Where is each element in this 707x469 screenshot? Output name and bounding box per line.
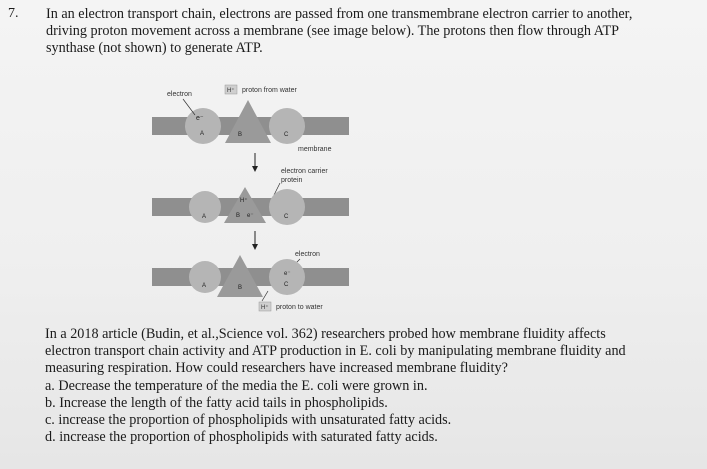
choice-d: d. increase the proportion of phospholipids with saturated fatty acids.: [45, 429, 438, 446]
intro-line: synthase (not shown) to generate ATP.: [46, 40, 263, 56]
choice-c: c. increase the proportion of phospholipids with unsaturated fatty acids.: [45, 412, 452, 429]
electron-label-top: electron: [167, 91, 192, 98]
question-number: 7.: [8, 6, 19, 21]
electron-transport-diagram: [150, 75, 410, 315]
membrane-label: membrane: [298, 146, 332, 153]
carrier-c-circle: [269, 259, 305, 295]
carrier-c-label: C: [284, 214, 289, 220]
body-line: electron transport chain activity and ATP production in E. coli by manipulating membrane fluidity and: [45, 343, 626, 360]
step-arrowhead: [252, 166, 258, 172]
body-line: measuring respiration. How could researchers have increased membrane fluidity?: [45, 360, 508, 377]
intro-line: In an electron transport chain, electrons are passed from one transmembrane electron carrier to another,: [46, 6, 633, 22]
carrier-b-label: B: [238, 285, 243, 291]
carrier-b-label: B: [236, 213, 241, 219]
electron-label-bottom: electron: [295, 251, 320, 258]
stage-2: [152, 187, 349, 225]
protein-label: protein: [281, 177, 303, 184]
h-plus-box-label: H⁺: [261, 305, 269, 311]
choice-a: a. Decrease the temperature of the media the E. coli were grown in.: [45, 377, 428, 394]
question-intro: [46, 6, 701, 57]
e-minus-label: e⁻: [247, 213, 254, 219]
h-plus-label: H⁺: [240, 198, 248, 204]
carrier-b-label: B: [238, 132, 243, 138]
proton-to-water-label: proton to water: [276, 304, 323, 311]
carrier-a-label: A: [202, 214, 207, 220]
choice-b: b. Increase the length of the fatty acid tails in phospholipids.: [45, 394, 388, 411]
stage-3: [152, 255, 349, 311]
e-minus-label: e⁻: [196, 115, 204, 122]
carrier-c-label: C: [284, 132, 289, 138]
carrier-a-label: A: [202, 283, 207, 289]
carrier-c-label: C: [284, 282, 289, 288]
body-line: In a 2018 article (Budin, et al.,Science vol. 362) researchers probed how membrane fluidity affects: [45, 326, 606, 342]
intro-line: driving proton movement across a membrane (see image below). The protons then flow through ATP: [46, 23, 620, 39]
electron-pointer: [183, 99, 195, 115]
stage-1: [152, 85, 349, 153]
proton-pointer: [262, 291, 268, 301]
h-plus-box-label: H⁺: [227, 88, 235, 94]
proton-from-water-label: proton from water: [242, 87, 297, 94]
carrier-a-circle: [185, 108, 221, 144]
carrier-a-label: A: [200, 131, 205, 137]
step-arrowhead: [252, 244, 258, 250]
electron-carrier-label: electron carrier: [281, 168, 328, 175]
carrier-c-circle: [269, 108, 305, 144]
question-body: [45, 326, 700, 446]
e-minus-label: e⁻: [284, 271, 291, 277]
